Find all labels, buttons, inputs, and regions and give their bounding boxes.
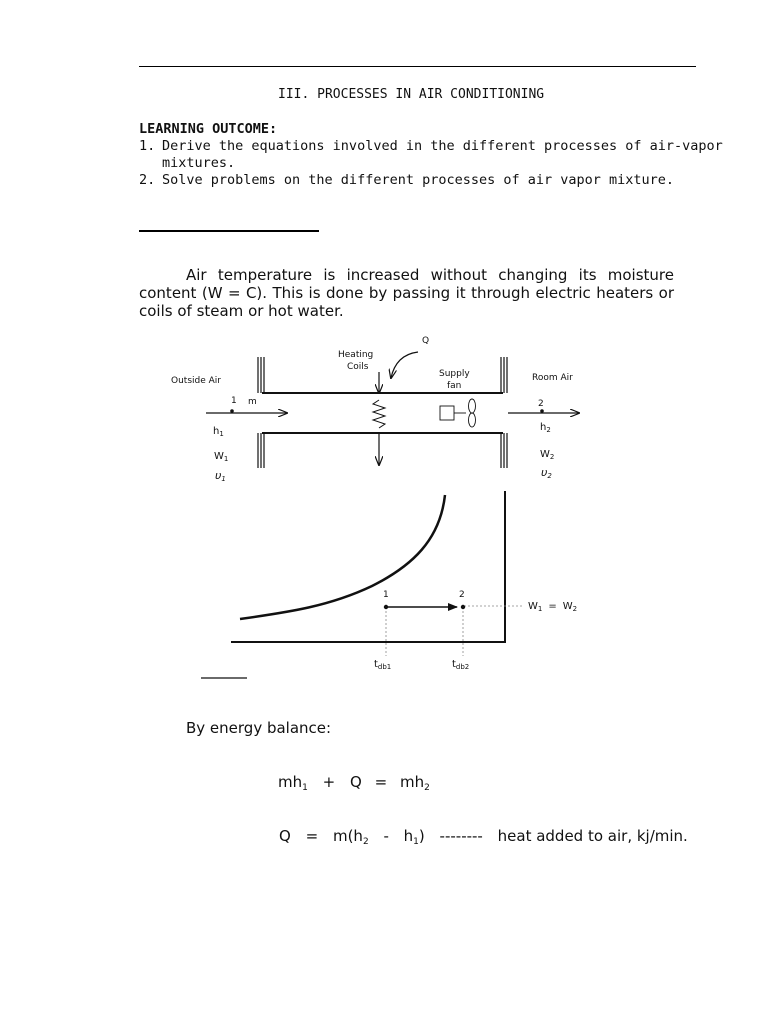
eq-operator: =: [374, 773, 388, 791]
eq-subscript: 1: [413, 837, 419, 847]
q-label: Q: [422, 336, 430, 346]
outside-air-label: Outside Air: [171, 376, 221, 386]
energy-equation: [278, 773, 430, 793]
eq-subscript: 2: [362, 837, 369, 847]
w1-equals-w2-label: $W_1 = W_2$: [528, 601, 578, 613]
list-item-text: Derive the equations involved in the different processes of air-vapor: [162, 138, 723, 154]
learning-outcome-heading: LEARNING OUTCOME:: [139, 121, 278, 137]
heating-coil: [373, 372, 385, 465]
eq-term: m(h: [332, 827, 363, 845]
eq-term: mh: [278, 773, 303, 791]
list-item-number: 1.: [139, 138, 156, 154]
list-item-text: Solve problems on the different processes of air vapor mixture.: [162, 172, 675, 188]
eq-subscript: 1: [302, 783, 308, 793]
humidity-ratio-1-label: $W_1$: [214, 451, 229, 463]
specific-volume-2-label: υ2: [541, 466, 552, 480]
state-1-point: [230, 409, 234, 413]
eq-term: ): [418, 827, 425, 845]
tdb2-label: $t_{db2}$: [452, 659, 470, 671]
enthalpy-1-label: $h_1$: [213, 426, 224, 438]
chart-point-1-label: 1: [383, 590, 389, 600]
eq-term: h: [403, 827, 414, 845]
heat-input-arrow: [391, 352, 418, 378]
eq-term: Q: [350, 773, 362, 791]
heat-added-equation: [279, 827, 688, 847]
specific-volume-1-label: υ1: [215, 469, 226, 483]
energy-balance-intro: By energy balance:: [186, 719, 332, 737]
chart-point-2-label: 2: [459, 590, 465, 600]
paragraph-line: coils of steam or hot water.: [139, 302, 344, 320]
chart-point-1: [384, 605, 388, 609]
psychrometric-chart: [231, 491, 577, 671]
chart-point-2: [461, 605, 465, 609]
eq-description: heat added to air, kj/min.: [497, 827, 688, 845]
eq-operator: +: [322, 773, 336, 791]
eq-subscript: 2: [424, 783, 430, 793]
heating-coils-label: Heating: [338, 350, 374, 360]
eq-operator: =: [305, 827, 319, 845]
eq-dashes: --------: [439, 827, 483, 845]
paragraph-line: content (W = C). This is done by passing it through electric heaters or: [139, 284, 674, 302]
room-air-label: Room Air: [532, 373, 573, 383]
eq-operator: -: [383, 827, 389, 845]
supply-fan-label: Supply: [439, 369, 470, 379]
mass-flow-label: m: [248, 397, 257, 407]
paragraph-line: Air temperature is increased without changing its moisture: [186, 266, 674, 284]
eq-term: Q: [279, 827, 291, 845]
list-item-text-continued: mixtures.: [162, 155, 236, 171]
saturation-curve: [240, 495, 445, 619]
heating-coils-label-2: Coils: [347, 362, 369, 372]
state-2-label: 2: [538, 399, 544, 409]
section-title: III. PROCESSES IN AIR CONDITIONING: [278, 87, 545, 102]
state-1-label: 1: [231, 396, 237, 406]
supply-fan-label-2: fan: [447, 381, 462, 391]
eq-term: mh: [399, 773, 425, 791]
enthalpy-2-label: $h_2$: [540, 422, 551, 434]
fan-icon: [440, 399, 476, 427]
state-2-point: [540, 409, 544, 413]
tdb1-label: $t_{db1}$: [374, 659, 392, 671]
list-item-number: 2.: [139, 172, 156, 188]
humidity-ratio-2-label: $W_2$: [540, 449, 555, 461]
